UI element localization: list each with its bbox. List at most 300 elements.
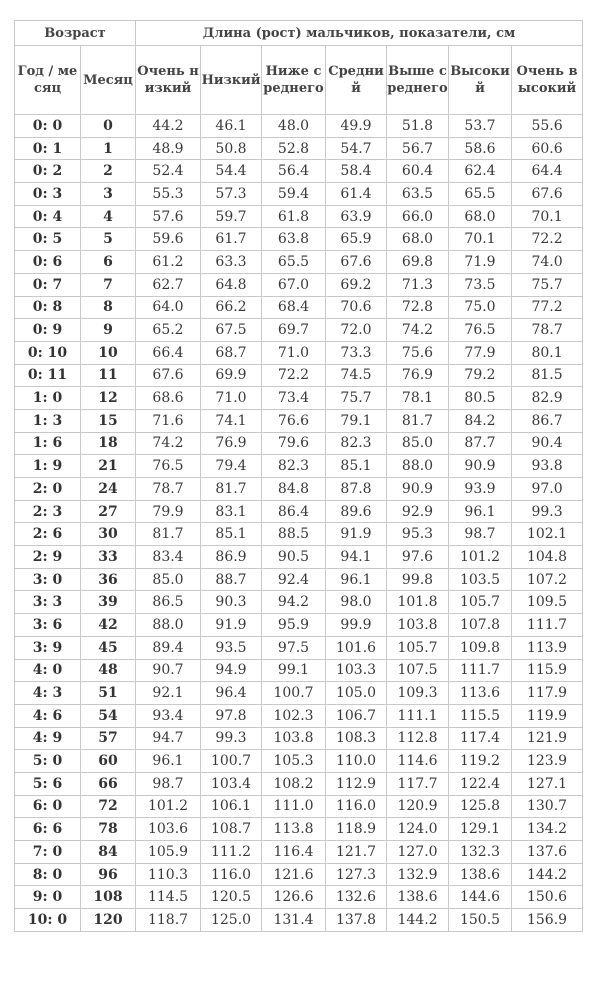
- cell-value: 129.1: [449, 818, 512, 841]
- cell-value: 63.8: [262, 228, 326, 251]
- cell-age: 10: 0: [15, 909, 81, 932]
- cell-value: 94.7: [136, 727, 201, 750]
- cell-value: 74.0: [512, 251, 583, 274]
- cell-value: 115.5: [449, 704, 512, 727]
- cell-value: 111.7: [512, 614, 583, 637]
- cell-value: 67.5: [201, 319, 262, 342]
- cell-value: 64.8: [201, 273, 262, 296]
- cell-value: 114.5: [136, 886, 201, 909]
- cell-age: 1: 3: [15, 409, 81, 432]
- cell-value: 118.9: [326, 818, 387, 841]
- cell-age: 6: 6: [15, 818, 81, 841]
- cell-value: 65.5: [449, 183, 512, 206]
- cell-value: 92.9: [387, 500, 449, 523]
- cell-month: 78: [81, 818, 136, 841]
- cell-value: 96.1: [136, 750, 201, 773]
- cell-value: 109.3: [387, 682, 449, 705]
- cell-value: 144.6: [449, 886, 512, 909]
- cell-value: 109.5: [512, 591, 583, 614]
- cell-value: 63.3: [201, 251, 262, 274]
- cell-value: 71.0: [262, 341, 326, 364]
- cell-value: 144.2: [512, 863, 583, 886]
- cell-age: 1: 9: [15, 455, 81, 478]
- cell-month: 30: [81, 523, 136, 546]
- cell-value: 93.5: [201, 636, 262, 659]
- cell-value: 63.9: [326, 205, 387, 228]
- cell-value: 119.2: [449, 750, 512, 773]
- cell-value: 49.9: [326, 115, 387, 138]
- cell-value: 111.0: [262, 795, 326, 818]
- cell-value: 138.6: [449, 863, 512, 886]
- table-row: [15, 863, 583, 886]
- table-row: [15, 364, 583, 387]
- cell-age: 0: 7: [15, 273, 81, 296]
- cell-value: 108.3: [326, 727, 387, 750]
- cell-value: 88.0: [387, 455, 449, 478]
- table-row: [15, 818, 583, 841]
- cell-value: 100.7: [262, 682, 326, 705]
- cell-value: 91.9: [326, 523, 387, 546]
- cell-month: 10: [81, 341, 136, 364]
- cell-age: 2: 9: [15, 546, 81, 569]
- cell-value: 150.6: [512, 886, 583, 909]
- cell-month: 12: [81, 387, 136, 410]
- cell-value: 69.9: [201, 364, 262, 387]
- cell-value: 114.6: [387, 750, 449, 773]
- cell-value: 56.4: [262, 160, 326, 183]
- table-row: [15, 636, 583, 659]
- col-header-high: Высокий: [449, 46, 512, 115]
- cell-value: 96.1: [326, 568, 387, 591]
- cell-value: 107.5: [387, 659, 449, 682]
- cell-value: 75.6: [387, 341, 449, 364]
- age-group-header: Возраст: [15, 21, 136, 46]
- cell-value: 75.0: [449, 296, 512, 319]
- cell-value: 131.4: [262, 909, 326, 932]
- cell-value: 78.1: [387, 387, 449, 410]
- cell-value: 71.0: [201, 387, 262, 410]
- cell-month: 54: [81, 704, 136, 727]
- cell-value: 125.0: [201, 909, 262, 932]
- growth-table: [14, 20, 583, 932]
- table-row: [15, 500, 583, 523]
- cell-value: 106.7: [326, 704, 387, 727]
- table-row: [15, 387, 583, 410]
- cell-value: 111.7: [449, 659, 512, 682]
- header-row-columns: [15, 46, 583, 115]
- cell-value: 75.7: [326, 387, 387, 410]
- table-row: [15, 659, 583, 682]
- cell-value: 61.4: [326, 183, 387, 206]
- table-row: [15, 886, 583, 909]
- cell-age: 4: 3: [15, 682, 81, 705]
- cell-value: 65.5: [262, 251, 326, 274]
- table-row: [15, 750, 583, 773]
- cell-value: 105.9: [136, 841, 201, 864]
- cell-value: 120.5: [201, 886, 262, 909]
- table-row: [15, 205, 583, 228]
- cell-value: 106.1: [201, 795, 262, 818]
- cell-value: 83.4: [136, 546, 201, 569]
- cell-value: 73.3: [326, 341, 387, 364]
- cell-value: 70.1: [512, 205, 583, 228]
- table-body: [15, 115, 583, 932]
- cell-value: 99.1: [262, 659, 326, 682]
- cell-value: 85.0: [136, 568, 201, 591]
- cell-month: 8: [81, 296, 136, 319]
- cell-value: 57.6: [136, 205, 201, 228]
- cell-value: 103.8: [387, 614, 449, 637]
- cell-month: 3: [81, 183, 136, 206]
- cell-value: 52.8: [262, 137, 326, 160]
- cell-value: 80.1: [512, 341, 583, 364]
- cell-value: 63.5: [387, 183, 449, 206]
- table-row: [15, 183, 583, 206]
- cell-value: 46.1: [201, 115, 262, 138]
- cell-value: 121.7: [326, 841, 387, 864]
- col-header-month: Месяц: [81, 46, 136, 115]
- cell-value: 103.3: [326, 659, 387, 682]
- cell-value: 65.2: [136, 319, 201, 342]
- cell-value: 68.0: [387, 228, 449, 251]
- cell-value: 117.7: [387, 772, 449, 795]
- cell-value: 71.9: [449, 251, 512, 274]
- col-header-average: Средний: [326, 46, 387, 115]
- cell-month: 1: [81, 137, 136, 160]
- cell-value: 113.6: [449, 682, 512, 705]
- cell-value: 76.6: [262, 409, 326, 432]
- cell-value: 89.6: [326, 500, 387, 523]
- cell-value: 59.6: [136, 228, 201, 251]
- cell-value: 102.1: [512, 523, 583, 546]
- cell-value: 48.9: [136, 137, 201, 160]
- cell-value: 94.2: [262, 591, 326, 614]
- cell-value: 79.4: [201, 455, 262, 478]
- table-row: [15, 228, 583, 251]
- cell-value: 93.4: [136, 704, 201, 727]
- table-row: [15, 296, 583, 319]
- cell-month: 72: [81, 795, 136, 818]
- header-row-groups: [15, 21, 583, 46]
- cell-value: 138.6: [387, 886, 449, 909]
- cell-value: 44.2: [136, 115, 201, 138]
- table-row: [15, 795, 583, 818]
- cell-age: 0: 2: [15, 160, 81, 183]
- cell-value: 98.7: [449, 523, 512, 546]
- cell-value: 94.9: [201, 659, 262, 682]
- cell-value: 90.9: [387, 478, 449, 501]
- cell-value: 69.8: [387, 251, 449, 274]
- cell-value: 54.4: [201, 160, 262, 183]
- cell-month: 27: [81, 500, 136, 523]
- cell-value: 104.8: [512, 546, 583, 569]
- cell-value: 59.4: [262, 183, 326, 206]
- cell-value: 117.9: [512, 682, 583, 705]
- cell-value: 127.0: [387, 841, 449, 864]
- cell-value: 90.3: [201, 591, 262, 614]
- cell-value: 67.6: [136, 364, 201, 387]
- cell-value: 103.8: [262, 727, 326, 750]
- cell-value: 74.2: [136, 432, 201, 455]
- cell-age: 0: 9: [15, 319, 81, 342]
- cell-value: 101.6: [326, 636, 387, 659]
- cell-value: 122.4: [449, 772, 512, 795]
- cell-value: 121.6: [262, 863, 326, 886]
- cell-age: 9: 0: [15, 886, 81, 909]
- cell-value: 60.4: [387, 160, 449, 183]
- cell-value: 107.8: [449, 614, 512, 637]
- cell-value: 80.5: [449, 387, 512, 410]
- cell-month: 96: [81, 863, 136, 886]
- cell-value: 103.6: [136, 818, 201, 841]
- cell-age: 2: 6: [15, 523, 81, 546]
- cell-age: 2: 3: [15, 500, 81, 523]
- cell-value: 99.3: [512, 500, 583, 523]
- cell-value: 57.3: [201, 183, 262, 206]
- cell-value: 93.8: [512, 455, 583, 478]
- cell-value: 113.9: [512, 636, 583, 659]
- table-row: [15, 137, 583, 160]
- cell-value: 83.1: [201, 500, 262, 523]
- cell-month: 36: [81, 568, 136, 591]
- table-row: [15, 341, 583, 364]
- cell-value: 110.0: [326, 750, 387, 773]
- cell-value: 108.2: [262, 772, 326, 795]
- cell-age: 7: 0: [15, 841, 81, 864]
- cell-value: 137.6: [512, 841, 583, 864]
- cell-value: 76.5: [136, 455, 201, 478]
- cell-value: 82.3: [262, 455, 326, 478]
- col-header-above-average: Выше среднего: [387, 46, 449, 115]
- cell-value: 72.0: [326, 319, 387, 342]
- cell-value: 93.9: [449, 478, 512, 501]
- cell-value: 67.0: [262, 273, 326, 296]
- cell-value: 56.7: [387, 137, 449, 160]
- cell-value: 85.1: [326, 455, 387, 478]
- cell-value: 111.2: [201, 841, 262, 864]
- table-row: [15, 432, 583, 455]
- cell-month: 60: [81, 750, 136, 773]
- cell-value: 132.6: [326, 886, 387, 909]
- cell-month: 7: [81, 273, 136, 296]
- cell-value: 88.7: [201, 568, 262, 591]
- cell-value: 64.0: [136, 296, 201, 319]
- cell-value: 116.0: [201, 863, 262, 886]
- cell-value: 96.1: [449, 500, 512, 523]
- table-row: [15, 523, 583, 546]
- cell-value: 116.4: [262, 841, 326, 864]
- cell-value: 92.4: [262, 568, 326, 591]
- cell-month: 15: [81, 409, 136, 432]
- cell-value: 123.9: [512, 750, 583, 773]
- cell-value: 111.1: [387, 704, 449, 727]
- cell-value: 81.7: [387, 409, 449, 432]
- cell-value: 79.2: [449, 364, 512, 387]
- cell-month: 21: [81, 455, 136, 478]
- cell-value: 90.5: [262, 546, 326, 569]
- cell-value: 67.6: [512, 183, 583, 206]
- cell-value: 51.8: [387, 115, 449, 138]
- cell-value: 70.6: [326, 296, 387, 319]
- cell-value: 134.2: [512, 818, 583, 841]
- cell-month: 84: [81, 841, 136, 864]
- cell-value: 77.2: [512, 296, 583, 319]
- cell-value: 117.4: [449, 727, 512, 750]
- cell-value: 66.4: [136, 341, 201, 364]
- cell-value: 86.7: [512, 409, 583, 432]
- table-row: [15, 251, 583, 274]
- cell-age: 5: 6: [15, 772, 81, 795]
- table-row: [15, 841, 583, 864]
- cell-value: 132.9: [387, 863, 449, 886]
- cell-value: 105.7: [387, 636, 449, 659]
- cell-value: 105.0: [326, 682, 387, 705]
- cell-age: 0: 10: [15, 341, 81, 364]
- cell-value: 72.8: [387, 296, 449, 319]
- col-header-low: Низкий: [201, 46, 262, 115]
- cell-value: 127.1: [512, 772, 583, 795]
- cell-value: 66.2: [201, 296, 262, 319]
- cell-value: 61.7: [201, 228, 262, 251]
- cell-value: 103.4: [201, 772, 262, 795]
- cell-value: 87.7: [449, 432, 512, 455]
- cell-value: 103.5: [449, 568, 512, 591]
- table-row: [15, 591, 583, 614]
- cell-value: 105.7: [449, 591, 512, 614]
- cell-value: 48.0: [262, 115, 326, 138]
- cell-value: 76.9: [201, 432, 262, 455]
- cell-value: 126.6: [262, 886, 326, 909]
- cell-month: 57: [81, 727, 136, 750]
- cell-value: 118.7: [136, 909, 201, 932]
- cell-value: 119.9: [512, 704, 583, 727]
- cell-value: 66.0: [387, 205, 449, 228]
- cell-value: 76.5: [449, 319, 512, 342]
- cell-value: 81.7: [136, 523, 201, 546]
- cell-month: 39: [81, 591, 136, 614]
- cell-age: 1: 6: [15, 432, 81, 455]
- cell-value: 84.2: [449, 409, 512, 432]
- cell-value: 97.6: [387, 546, 449, 569]
- cell-value: 73.4: [262, 387, 326, 410]
- cell-age: 2: 0: [15, 478, 81, 501]
- table-row: [15, 409, 583, 432]
- table-row: [15, 478, 583, 501]
- cell-value: 116.0: [326, 795, 387, 818]
- cell-month: 5: [81, 228, 136, 251]
- cell-value: 58.4: [326, 160, 387, 183]
- cell-value: 113.8: [262, 818, 326, 841]
- cell-age: 0: 0: [15, 115, 81, 138]
- table-row: [15, 682, 583, 705]
- cell-value: 79.6: [262, 432, 326, 455]
- cell-age: 5: 0: [15, 750, 81, 773]
- cell-value: 79.9: [136, 500, 201, 523]
- cell-value: 97.5: [262, 636, 326, 659]
- cell-value: 150.5: [449, 909, 512, 932]
- cell-value: 101.8: [387, 591, 449, 614]
- cell-value: 74.5: [326, 364, 387, 387]
- length-group-header: Длина (рост) мальчиков, показатели, см: [136, 21, 583, 46]
- cell-value: 50.8: [201, 137, 262, 160]
- cell-value: 99.8: [387, 568, 449, 591]
- cell-value: 84.8: [262, 478, 326, 501]
- cell-value: 97.8: [201, 704, 262, 727]
- cell-age: 0: 3: [15, 183, 81, 206]
- cell-value: 88.5: [262, 523, 326, 546]
- table-row: [15, 727, 583, 750]
- cell-value: 68.0: [449, 205, 512, 228]
- cell-value: 86.9: [201, 546, 262, 569]
- cell-month: 2: [81, 160, 136, 183]
- cell-age: 0: 1: [15, 137, 81, 160]
- cell-value: 101.2: [136, 795, 201, 818]
- cell-month: 42: [81, 614, 136, 637]
- cell-value: 132.3: [449, 841, 512, 864]
- cell-value: 60.6: [512, 137, 583, 160]
- cell-value: 115.9: [512, 659, 583, 682]
- cell-value: 98.0: [326, 591, 387, 614]
- cell-value: 130.7: [512, 795, 583, 818]
- cell-value: 121.9: [512, 727, 583, 750]
- cell-value: 69.2: [326, 273, 387, 296]
- cell-value: 112.8: [387, 727, 449, 750]
- cell-value: 71.3: [387, 273, 449, 296]
- cell-age: 0: 8: [15, 296, 81, 319]
- cell-value: 95.9: [262, 614, 326, 637]
- cell-value: 90.7: [136, 659, 201, 682]
- cell-value: 86.4: [262, 500, 326, 523]
- cell-age: 4: 6: [15, 704, 81, 727]
- cell-value: 98.7: [136, 772, 201, 795]
- cell-value: 90.4: [512, 432, 583, 455]
- cell-value: 74.1: [201, 409, 262, 432]
- cell-age: 8: 0: [15, 863, 81, 886]
- cell-value: 156.9: [512, 909, 583, 932]
- cell-value: 95.3: [387, 523, 449, 546]
- cell-value: 85.0: [387, 432, 449, 455]
- cell-age: 3: 3: [15, 591, 81, 614]
- cell-value: 69.7: [262, 319, 326, 342]
- cell-value: 62.4: [449, 160, 512, 183]
- cell-value: 72.2: [512, 228, 583, 251]
- cell-month: 45: [81, 636, 136, 659]
- cell-month: 4: [81, 205, 136, 228]
- cell-value: 72.2: [262, 364, 326, 387]
- cell-value: 144.2: [387, 909, 449, 932]
- cell-value: 75.7: [512, 273, 583, 296]
- table-row: [15, 568, 583, 591]
- cell-value: 55.3: [136, 183, 201, 206]
- cell-age: 3: 6: [15, 614, 81, 637]
- table-row: [15, 546, 583, 569]
- cell-value: 109.8: [449, 636, 512, 659]
- cell-value: 71.6: [136, 409, 201, 432]
- cell-value: 78.7: [512, 319, 583, 342]
- table-row: [15, 160, 583, 183]
- cell-age: 6: 0: [15, 795, 81, 818]
- cell-value: 70.1: [449, 228, 512, 251]
- cell-value: 120.9: [387, 795, 449, 818]
- cell-value: 127.3: [326, 863, 387, 886]
- table-row: [15, 115, 583, 138]
- table-row: [15, 909, 583, 932]
- cell-value: 105.3: [262, 750, 326, 773]
- cell-value: 68.4: [262, 296, 326, 319]
- cell-value: 92.1: [136, 682, 201, 705]
- cell-month: 11: [81, 364, 136, 387]
- table-row: [15, 455, 583, 478]
